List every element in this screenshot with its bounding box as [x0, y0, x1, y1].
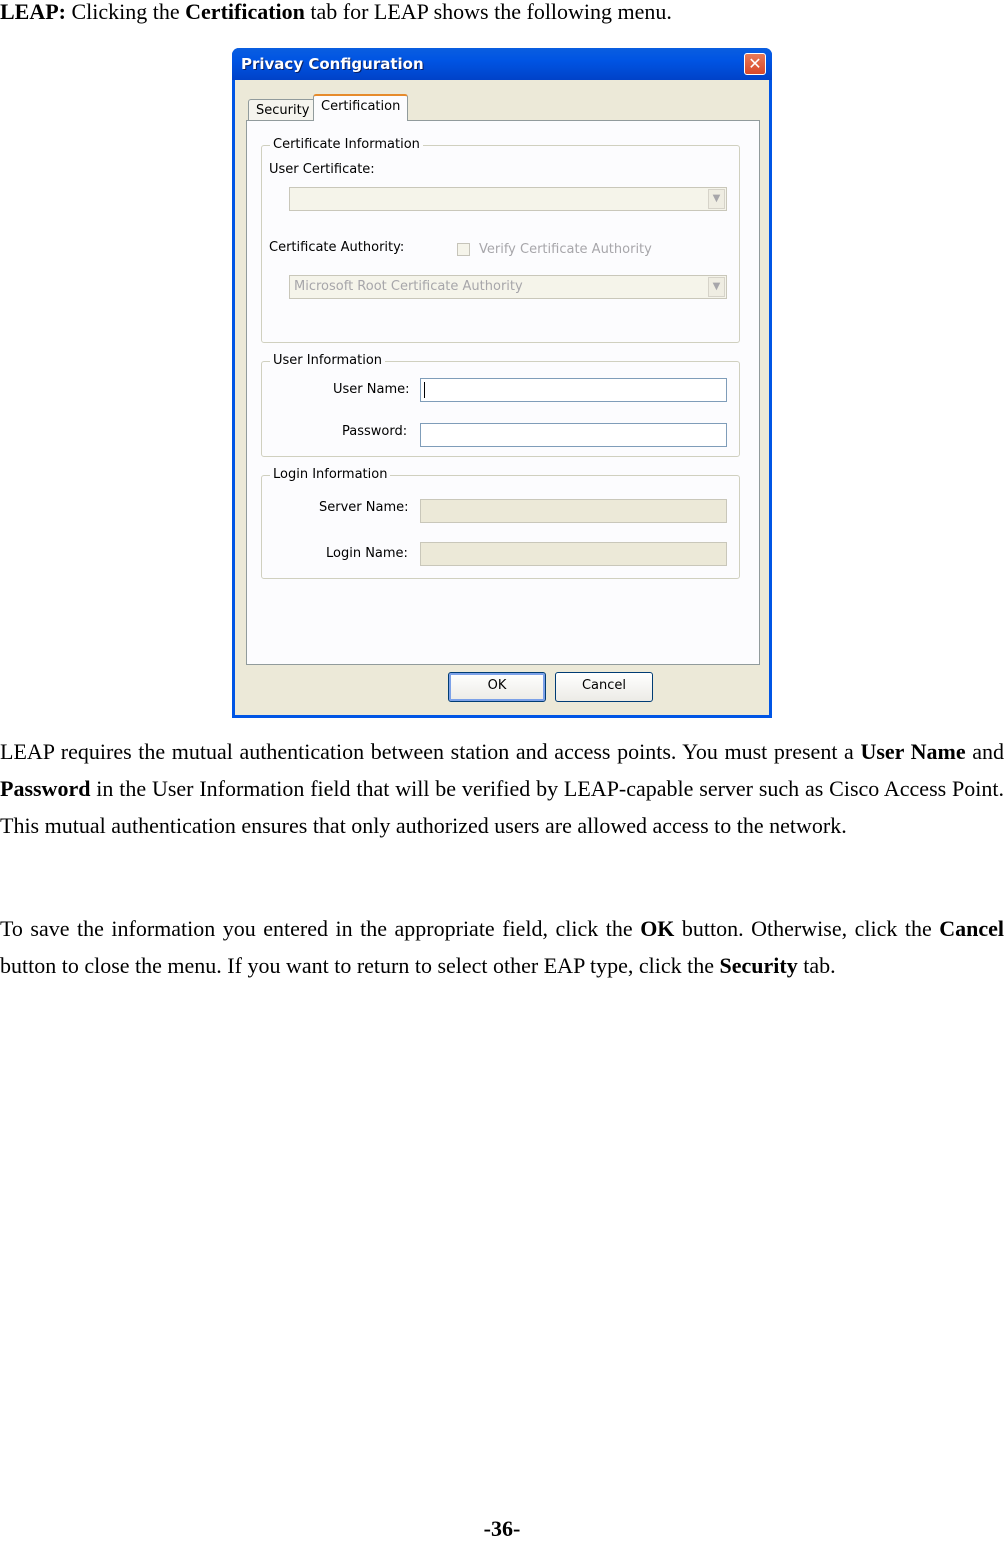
login-information-legend: Login Information [270, 467, 390, 482]
para1-text-1: LEAP requires the mutual authentication between station and access points. You must present a [0, 739, 861, 764]
page-number: -36- [483, 1516, 521, 1541]
user-name-label: User Name: [333, 382, 410, 397]
user-name-input[interactable] [420, 378, 727, 402]
certificate-information-group [261, 137, 740, 343]
login-information-group [261, 467, 740, 579]
para1-bold-user-name: User Name [860, 739, 966, 764]
para1-text-3: in the User Information field that will be verified by LEAP-capable server such as Cisco Access Point. This mutual authentication ensures that only authorized users are allowed access to the network. [0, 776, 1004, 838]
para2-text-2: button. Otherwise, click the [674, 916, 940, 941]
user-information-group [261, 353, 740, 457]
intro-text-1: Clicking the [66, 0, 186, 24]
para2-text-3: button to close the menu. If you want to return to select other EAP type, click the [0, 953, 720, 978]
verify-ca-label: Verify Certificate Authority [479, 242, 652, 257]
intro-text [0, 0, 672, 26]
user-certificate-select[interactable] [289, 187, 727, 211]
tab-security[interactable]: Security [248, 99, 317, 120]
intro-label: LEAP: [0, 0, 66, 24]
login-name-input[interactable] [420, 542, 727, 566]
para2-bold-ok: OK [640, 916, 675, 941]
paragraph-leap-requirements [0, 733, 1004, 844]
para1-bold-password: Password [0, 776, 91, 801]
dialog-title: Privacy Configuration [241, 55, 424, 73]
paragraph-save-instructions [0, 910, 1004, 984]
text-caret [424, 382, 425, 398]
intro-text-2: tab for LEAP shows the following menu. [304, 0, 672, 24]
para1-text-2: and [965, 739, 1004, 764]
certificate-authority-label: Certificate Authority: [269, 240, 405, 255]
intro-bold-certification: Certification [185, 0, 305, 24]
chevron-down-icon[interactable]: ▼ [708, 189, 725, 209]
close-icon: ✕ [748, 54, 762, 73]
certificate-authority-select[interactable] [289, 275, 727, 299]
para2-text-1: To save the information you entered in the appropriate field, click the [0, 916, 641, 941]
certificate-authority-value: Microsoft Root Certificate Authority [294, 279, 523, 294]
user-certificate-label: User Certificate: [269, 162, 375, 177]
privacy-configuration-dialog [232, 48, 772, 718]
password-input[interactable] [420, 423, 727, 447]
close-button[interactable] [744, 53, 766, 75]
para2-bold-cancel: Cancel [939, 916, 1004, 941]
password-label: Password: [342, 424, 408, 439]
server-name-input[interactable] [420, 499, 727, 523]
chevron-down-icon[interactable]: ▼ [708, 277, 725, 297]
title-bar [232, 48, 772, 80]
tab-panel [246, 120, 760, 665]
cancel-button[interactable]: Cancel [555, 672, 653, 702]
server-name-label: Server Name: [319, 500, 409, 515]
verify-ca-checkbox[interactable] [457, 243, 470, 256]
para2-bold-security: Security [719, 953, 798, 978]
login-name-label: Login Name: [326, 546, 408, 561]
tab-certification[interactable]: Certification [313, 94, 408, 121]
user-information-legend: User Information [270, 353, 385, 368]
para2-text-4: tab. [797, 953, 836, 978]
ok-button[interactable]: OK [448, 672, 546, 702]
certificate-information-legend: Certificate Information [270, 137, 423, 152]
